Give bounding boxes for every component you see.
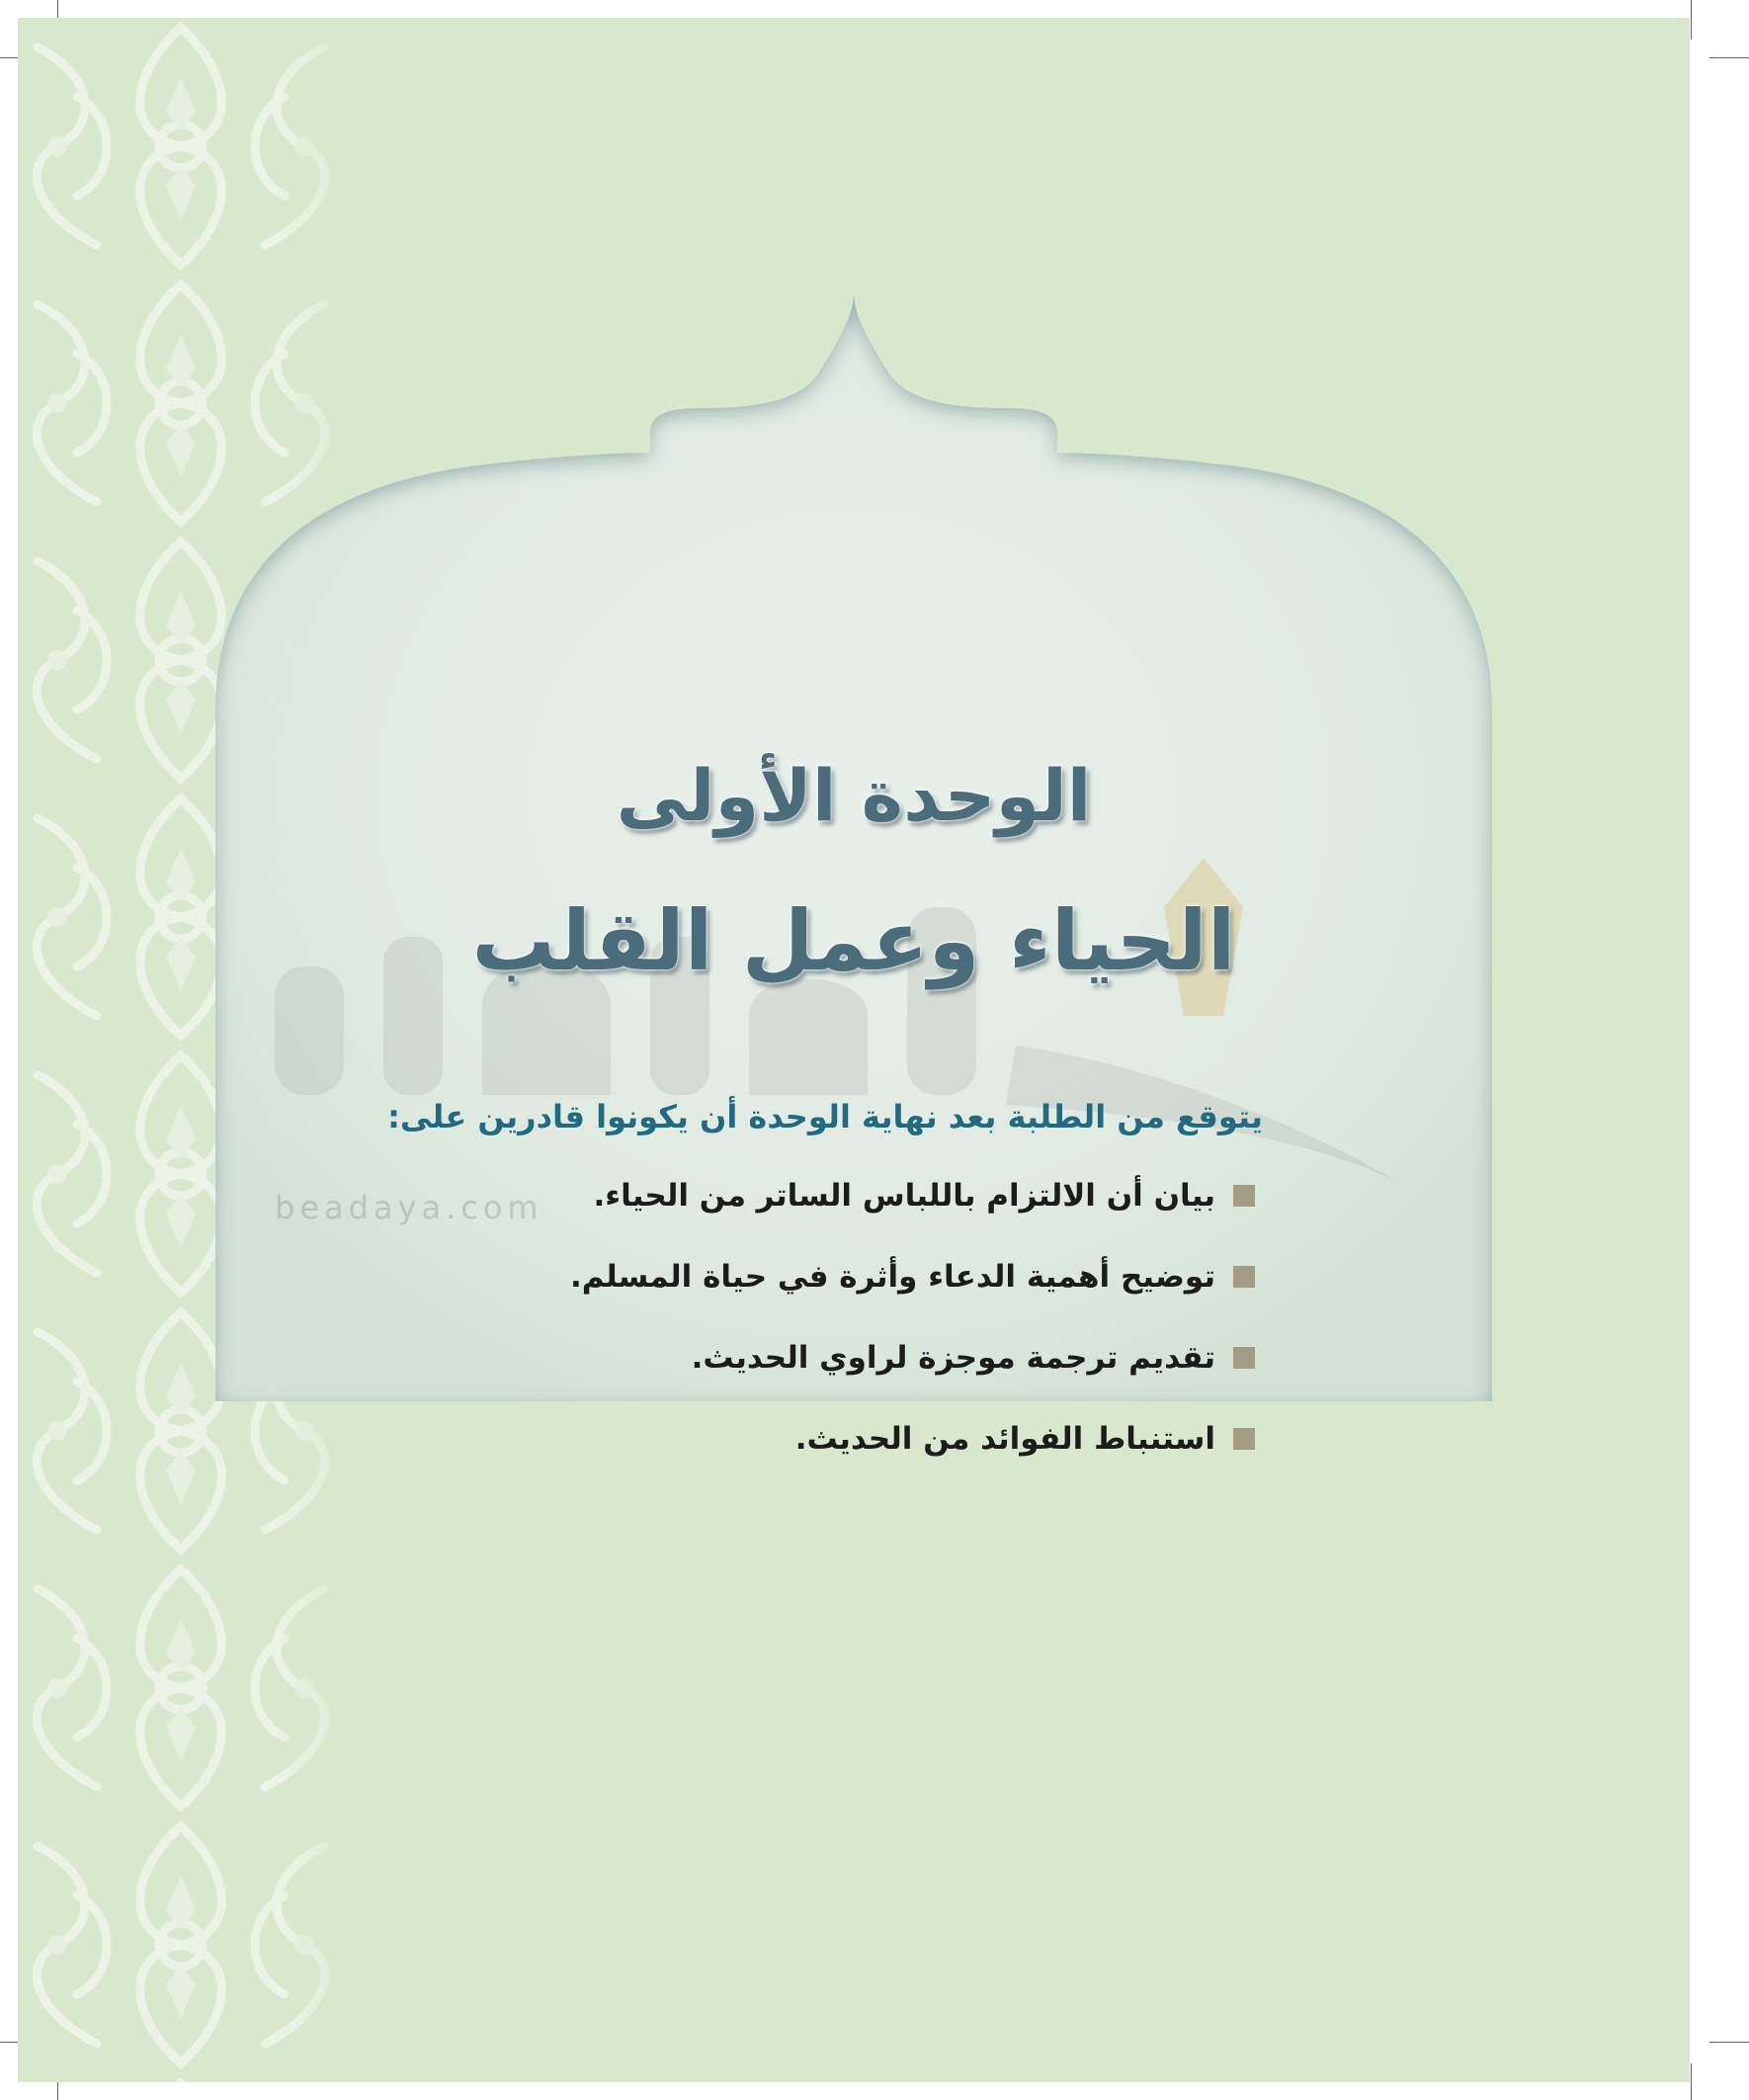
crop-mark-top-right-v (1691, 0, 1692, 40)
unit-title: الحياء وعمل القلب (471, 892, 1236, 989)
cover-background (18, 18, 1690, 2082)
objectives-intro: يتوقع من الطلبة بعد نهاية الوحدة أن يكونوا قادرين على: (387, 1098, 1263, 1135)
objectives-list (570, 1174, 1255, 1498)
square-bullet-icon (1233, 1428, 1255, 1450)
unit-label: الوحدة الأولى (616, 754, 1092, 837)
crop-mark-bottom-right-v (1691, 2063, 1692, 2100)
crop-mark-top-right-h (1709, 57, 1749, 58)
list-item (570, 1336, 1255, 1380)
objective-text: بيان أن الالتزام باللباس الساتر من الحياء. (593, 1178, 1215, 1214)
crop-mark-bottom-right-h (1709, 2042, 1749, 2043)
objective-text: استنباط الفوائد من الحديث. (794, 1421, 1215, 1457)
list-item (570, 1255, 1255, 1299)
list-item (570, 1417, 1255, 1461)
square-bullet-icon (1233, 1347, 1255, 1369)
square-bullet-icon (1233, 1185, 1255, 1207)
list-item (570, 1174, 1255, 1218)
objective-text: توضيح أهمية الدعاء وأثرة في حياة المسلم. (569, 1259, 1215, 1295)
square-bullet-icon (1233, 1266, 1255, 1288)
watermark-url: beadaya.com (275, 1189, 543, 1226)
objective-text: تقديم ترجمة موجزة لراوي الحديث. (691, 1340, 1215, 1376)
